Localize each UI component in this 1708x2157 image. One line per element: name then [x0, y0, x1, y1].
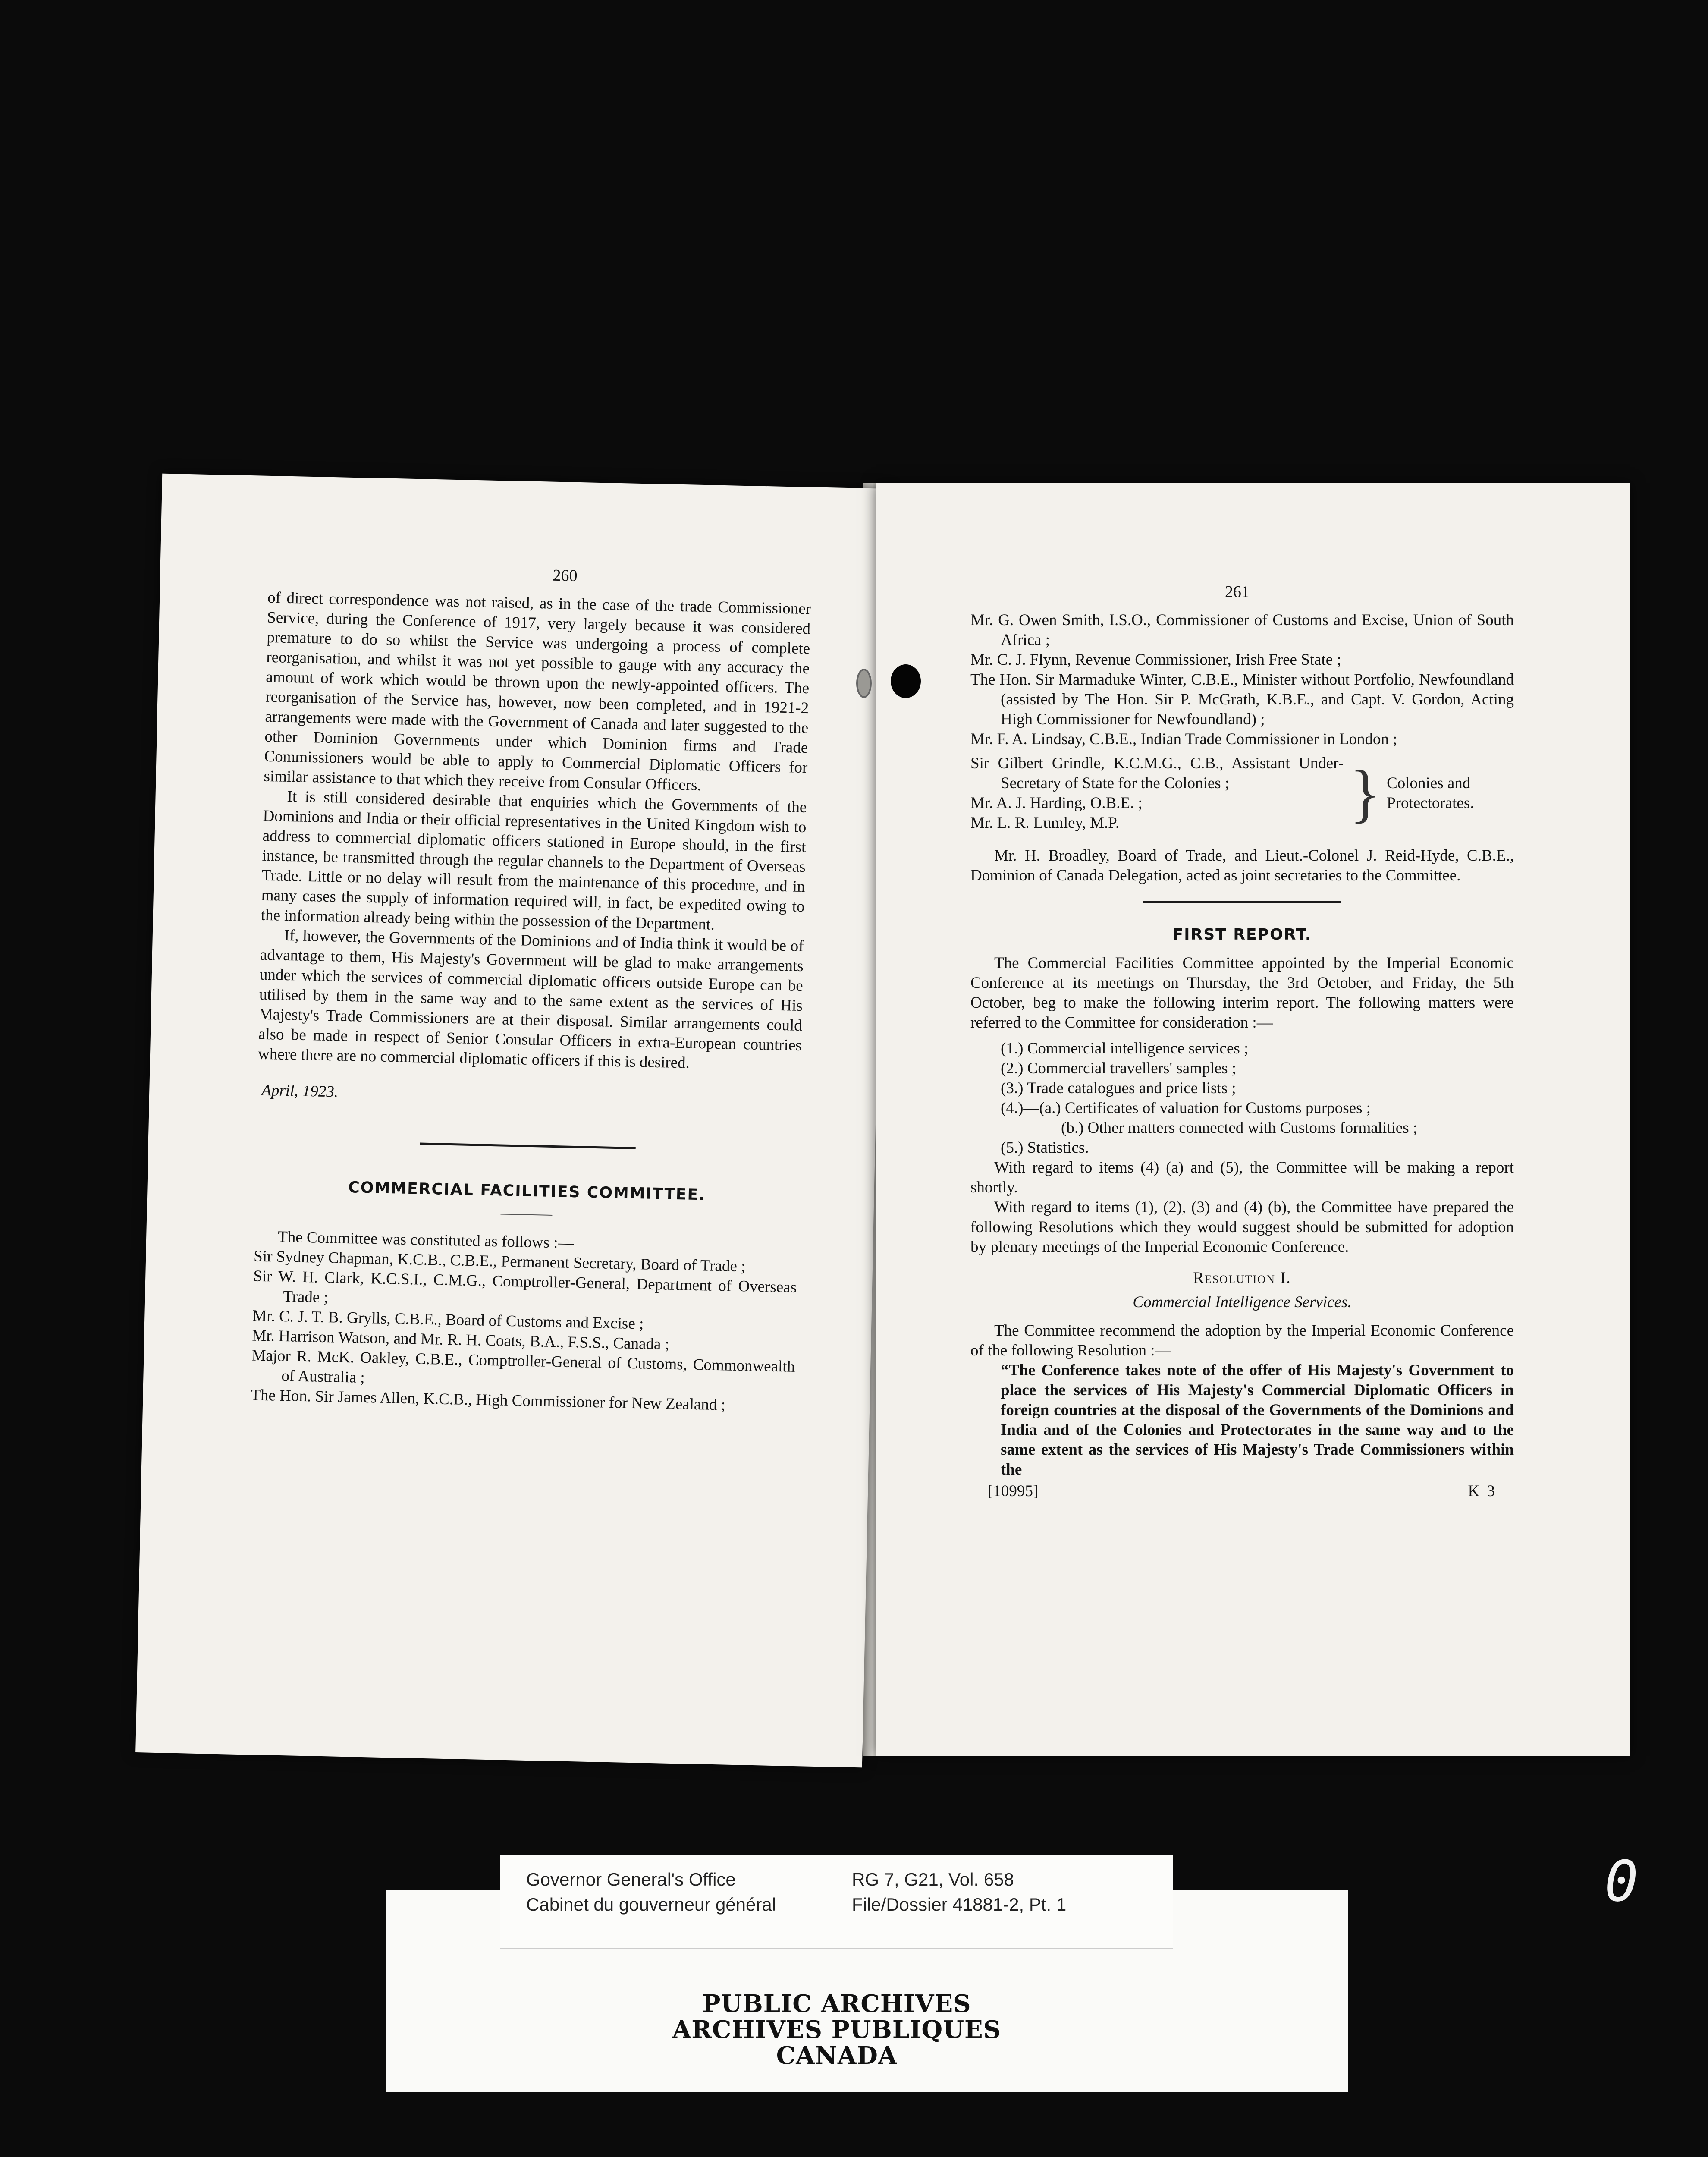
- committee-intro: The Committee was constituted as follows :—: [277, 1228, 574, 1252]
- list-item: (1.) Commercial intelligence services ;: [1001, 1040, 1249, 1057]
- paragraph: If, however, the Governments of the Dominions and of India think it would be of advantage to them, His Majesty's Government will be glad to make arrangements under which the services of commercial diplomatic officers outside Europe can be utilised by them in the same way and to the same extent as the services of His Majesty's Trade Commissioners are at their disposal. Similar arrangements could also be made in respect of Senior Consular Officers in extra-European countries where there are no commercial diplomatic officers if this is desired.: [257, 926, 804, 1072]
- member-entry: Sir Gilbert Grindle, K.C.M.G., C.B., Assistant Under-Secretary of State for the Colonies ;: [970, 755, 1344, 792]
- brace-glyph: }: [1350, 758, 1381, 829]
- member-entry: Mr. Harrison Watson, and Mr. R. H. Coats, B.A., F.S.S., Canada ;: [251, 1327, 670, 1353]
- matters-list: [970, 1039, 1514, 1158]
- colonies-group: [970, 754, 1514, 833]
- paragraph: With regard to items (1), (2), (3) and (4) (b), the Committee have prepared the following Resolutions which they would suggest should be submitted for adoption by plenary meetings of the Imperial Economic Conference.: [970, 1198, 1514, 1256]
- binding-hole-icon: [856, 669, 872, 698]
- member-entry: The Hon. Sir James Allen, K.C.B., High Commissioner for New Zealand ;: [251, 1386, 726, 1414]
- right-page-text: [970, 610, 1514, 1501]
- resolution-quote: “The Conference takes note of the offer of His Majesty's Government to place the services of His Majesty's Commercial Diplomatic Officers in foreign countries at the disposal of the Governments of the Dominions and India and of the Colonies and Protectorates in the same way and to the same extent as the services of His Majesty's Trade Commissioners within the: [1001, 1361, 1514, 1478]
- file-reference: File/Dossier 41881-2, Pt. 1: [852, 1894, 1067, 1915]
- list-item: (2.) Commercial travellers' samples ;: [1001, 1060, 1237, 1077]
- resolution-subheading: Commercial Intelligence Services.: [1133, 1293, 1352, 1311]
- paragraph: of direct correspondence was not raised, as in the case of the trade Commissioner Service, during the Conference of 1917, very largely because it was considered premature to do so whilst the Service was undergoing a process of complete reorganisation, and whilst it was not yet possible to gauge with any accuracy the amount of work which would be thrown upon the newly-appointed officers. The reorganisation of the Service has, however, now been completed, and in 1921-2 arrangements were made with the Government of Canada and later suggested to the other Dominion Governments under which Dominion firms and Trade Commissioners would be able to apply to Commercial Diplomatic Officers for similar assistance to that which they receive from Consular Officers.: [264, 588, 811, 795]
- member-entry: Mr. A. J. Harding, O.B.E. ;: [970, 794, 1143, 812]
- paragraph: It is still considered desirable that enquiries which the Governments of the Dominions and India or their official representatives in the United Kingdom wish to address to commercial diplomatic officers stationed in Europe should, in the first instance, be transmitted through the regular channels to the Department of Overseas Trade. Little or no delay will result from the maintenance of this procedure, and in many cases the supply of information required will, in fact, be expedited owing to the information already being within the possession of the Department.: [261, 787, 807, 934]
- left-page: [135, 474, 889, 1768]
- page-number-right: 261: [1225, 583, 1250, 601]
- heading-dash: [500, 1214, 552, 1216]
- member-entry: Major R. McK. Oakley, C.B.E., Comptroller-General of Customs, Commonwealth of Australia ;: [251, 1346, 795, 1387]
- colonies-label: Colonies and Protectorates.: [1387, 774, 1474, 812]
- archives-en: PUBLIC ARCHIVES: [702, 1990, 971, 2018]
- frame-number: 0: [1604, 1849, 1639, 1914]
- committee-heading: COMMERCIAL FACILITIES COMMITTEE.: [348, 1179, 706, 1204]
- member-entry: Sir Sydney Chapman, K.C.B., C.B.E., Permanent Secretary, Board of Trade ;: [253, 1247, 746, 1276]
- signature-mark: K 3: [1468, 1482, 1497, 1500]
- left-page-text: [251, 588, 811, 1417]
- member-entry: Sir W. H. Clark, K.C.S.I., C.M.G., Comptroller-General, Department of Overseas Trade ;: [253, 1267, 797, 1307]
- date-line: April, 1923.: [261, 1081, 339, 1101]
- secretaries-note: Mr. H. Broadley, Board of Trade, and Lieut.-Colonel J. Reid-Hyde, C.B.E., Dominion of Canada Delegation, acted as joint secretaries to the Committee.: [970, 847, 1514, 884]
- archive-reference-label: [500, 1855, 1173, 1949]
- member-entry: Mr. G. Owen Smith, I.S.O., Commissioner of Customs and Excise, Union of South Africa ;: [970, 611, 1514, 649]
- member-entry: Mr. C. J. Flynn, Revenue Commissioner, Irish Free State ;: [970, 651, 1341, 669]
- archives-country: CANADA: [776, 2041, 898, 2070]
- office-en: Governor General's Office: [526, 1869, 736, 1890]
- list-item: (4.)—(a.) Certificates of valuation for Customs purposes ;: [1001, 1099, 1371, 1117]
- member-entry: Mr. C. J. T. B. Grylls, C.B.E., Board of Customs and Excise ;: [252, 1307, 644, 1333]
- right-page: [876, 483, 1630, 1756]
- member-entry: The Hon. Sir Marmaduke Winter, C.B.E., Minister without Portfolio, Newfoundland (assisted by The Hon. Sir P. McGrath, K.B.E., and Capt. V. Gordon, Acting High Commissioner for Newfoundland) ;: [970, 671, 1514, 728]
- print-reference: [10995]: [988, 1482, 1039, 1500]
- list-item: (b.) Other matters connected with Customs formalities ;: [1061, 1119, 1418, 1137]
- paragraph: With regard to items (4) (a) and (5), the Committee will be making a report shortly.: [970, 1159, 1514, 1196]
- list-item: (3.) Trade catalogues and price lists ;: [1001, 1079, 1236, 1097]
- member-entry: Mr. L. R. Lumley, M.P.: [970, 814, 1120, 832]
- page-footer: [970, 1481, 1514, 1501]
- page-number-left: 260: [553, 566, 578, 585]
- list-item: (5.) Statistics.: [1001, 1139, 1089, 1157]
- section-rule: [1143, 901, 1341, 903]
- report-intro: The Commercial Facilities Committee appointed by the Imperial Economic Conference at its meetings on Thursday, the 3rd October, and Friday, the 5th October, beg to make the following interim report. The following matters were referred to the Committee for consideration :—: [970, 954, 1514, 1031]
- binding-hole-icon: [891, 664, 921, 698]
- office-fr: Cabinet du gouverneur général: [526, 1894, 776, 1915]
- section-rule: [420, 1143, 636, 1149]
- member-entry: Mr. F. A. Lindsay, C.B.E., Indian Trade Commissioner in London ;: [970, 730, 1397, 748]
- resolution-intro: The Committee recommend the adoption by the Imperial Economic Conference of the following Resolution :—: [970, 1322, 1514, 1359]
- resolution-heading: Resolution I.: [1193, 1269, 1291, 1287]
- record-group: RG 7, G21, Vol. 658: [852, 1869, 1014, 1890]
- archives-stamp: [500, 1991, 1173, 2069]
- archives-fr: ARCHIVES PUBLIQUES: [672, 2016, 1002, 2044]
- first-report-heading: FIRST REPORT.: [1172, 926, 1312, 943]
